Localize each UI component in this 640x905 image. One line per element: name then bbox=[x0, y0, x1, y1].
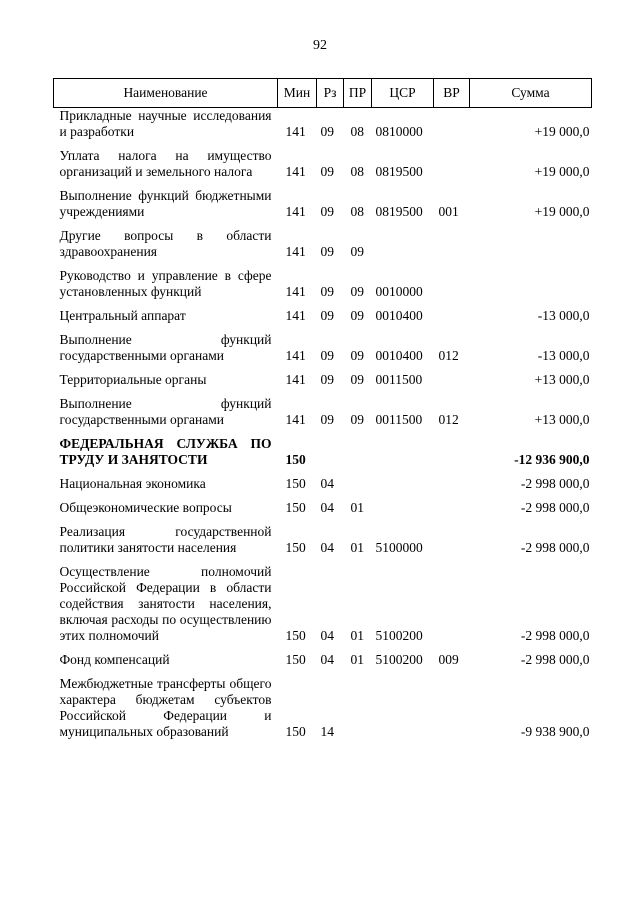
cell-csr: 0011500 bbox=[375, 372, 423, 387]
cell-pr: 01 bbox=[350, 628, 364, 643]
cell-csr: 0011500 bbox=[375, 412, 423, 427]
cell-rz: 09 bbox=[320, 164, 334, 179]
header-pr: ПР bbox=[344, 79, 372, 108]
cell-csr bbox=[372, 468, 434, 492]
cell-vr bbox=[434, 300, 470, 324]
cell-name: Уплата налога на имущество организаций и земельного налога bbox=[59, 148, 272, 179]
cell-name: Центральный аппарат bbox=[59, 308, 186, 323]
cell-min: 150 bbox=[285, 628, 306, 643]
cell-csr: 0819500 bbox=[375, 204, 423, 219]
cell-min: 150 bbox=[285, 500, 306, 515]
cell-sum: -2 998 000,0 bbox=[520, 540, 590, 555]
table-row bbox=[54, 260, 592, 300]
cell-pr bbox=[344, 428, 372, 468]
cell-rz: 09 bbox=[320, 308, 334, 323]
cell-sum bbox=[470, 220, 592, 260]
cell-min: 141 bbox=[285, 244, 306, 259]
header-name: Наименование bbox=[54, 79, 278, 108]
cell-pr: 09 bbox=[350, 348, 364, 363]
cell-name: Общеэкономические вопросы bbox=[59, 500, 232, 515]
header-vr: ВР bbox=[434, 79, 470, 108]
table-row bbox=[54, 492, 592, 516]
cell-vr bbox=[434, 220, 470, 260]
cell-pr: 09 bbox=[350, 372, 364, 387]
cell-pr bbox=[344, 468, 372, 492]
cell-csr bbox=[372, 428, 434, 468]
table-row bbox=[54, 108, 592, 141]
cell-name: Фонд компенсаций bbox=[59, 652, 170, 667]
cell-rz: 09 bbox=[320, 348, 334, 363]
cell-csr: 0010400 bbox=[375, 308, 423, 323]
cell-sum: -2 998 000,0 bbox=[520, 500, 590, 515]
cell-vr bbox=[434, 492, 470, 516]
cell-csr: 0819500 bbox=[375, 164, 423, 179]
cell-csr: 5100200 bbox=[375, 628, 423, 643]
table-row bbox=[54, 140, 592, 180]
table-row bbox=[54, 364, 592, 388]
cell-min: 150 bbox=[285, 724, 306, 739]
cell-pr: 01 bbox=[350, 500, 364, 515]
cell-name: Национальная экономика bbox=[59, 476, 206, 491]
table-row bbox=[54, 668, 592, 740]
cell-pr: 09 bbox=[350, 308, 364, 323]
cell-sum bbox=[470, 260, 592, 300]
header-min: Мин bbox=[278, 79, 317, 108]
table-row bbox=[54, 644, 592, 668]
budget-table-container bbox=[53, 78, 591, 740]
cell-name: Территориальные органы bbox=[59, 372, 207, 387]
cell-vr: 012 bbox=[438, 412, 459, 427]
cell-rz: 04 bbox=[320, 476, 334, 491]
cell-vr bbox=[434, 668, 470, 740]
cell-csr: 0010000 bbox=[375, 284, 423, 299]
cell-min: 150 bbox=[285, 540, 306, 555]
cell-sum: +13 000,0 bbox=[534, 372, 590, 387]
cell-vr bbox=[434, 468, 470, 492]
cell-rz: 09 bbox=[320, 284, 334, 299]
table-row bbox=[54, 300, 592, 324]
cell-sum: -2 998 000,0 bbox=[520, 628, 590, 643]
header-csr: ЦСР bbox=[372, 79, 434, 108]
cell-vr: 001 bbox=[438, 204, 459, 219]
cell-pr bbox=[344, 668, 372, 740]
cell-sum: -12 936 900,0 bbox=[514, 452, 590, 467]
cell-sum: -9 938 900,0 bbox=[520, 724, 590, 739]
cell-sum: +19 000,0 bbox=[534, 124, 590, 139]
cell-min: 141 bbox=[285, 348, 306, 363]
cell-rz: 09 bbox=[320, 412, 334, 427]
page-number: 92 bbox=[313, 38, 327, 53]
cell-min: 150 bbox=[285, 452, 306, 467]
cell-vr: 009 bbox=[438, 652, 459, 667]
cell-sum: -13 000,0 bbox=[537, 348, 590, 363]
cell-csr: 0810000 bbox=[375, 124, 423, 139]
cell-name: Реализация государственной политики занятости населения bbox=[59, 524, 272, 555]
cell-rz: 09 bbox=[320, 204, 334, 219]
cell-rz: 04 bbox=[320, 540, 334, 555]
cell-name: Выполнение функций государственными органами bbox=[59, 396, 272, 427]
cell-min: 141 bbox=[285, 204, 306, 219]
cell-csr: 5100200 bbox=[375, 652, 423, 667]
cell-rz: 04 bbox=[320, 628, 334, 643]
cell-sum: +19 000,0 bbox=[534, 204, 590, 219]
cell-pr: 09 bbox=[350, 284, 364, 299]
cell-pr: 08 bbox=[350, 164, 364, 179]
cell-rz: 14 bbox=[320, 724, 334, 739]
cell-vr bbox=[434, 260, 470, 300]
table-header-row bbox=[54, 79, 592, 108]
table-row bbox=[54, 468, 592, 492]
table-row bbox=[54, 516, 592, 556]
cell-csr bbox=[372, 492, 434, 516]
table-row bbox=[54, 180, 592, 220]
cell-name: Прикладные научные исследования и разработки bbox=[59, 108, 272, 139]
cell-pr: 08 bbox=[350, 124, 364, 139]
cell-name: Выполнение функций государственными органами bbox=[59, 332, 272, 363]
cell-name: Другие вопросы в области здравоохранения bbox=[59, 228, 272, 259]
cell-vr: 012 bbox=[438, 348, 459, 363]
cell-pr: 09 bbox=[350, 412, 364, 427]
cell-vr bbox=[434, 428, 470, 468]
cell-vr bbox=[434, 556, 470, 644]
cell-rz: 04 bbox=[320, 652, 334, 667]
cell-pr: 08 bbox=[350, 204, 364, 219]
cell-vr bbox=[434, 108, 470, 141]
cell-sum: -2 998 000,0 bbox=[520, 652, 590, 667]
cell-sum: +13 000,0 bbox=[534, 412, 590, 427]
cell-min: 150 bbox=[285, 652, 306, 667]
table-row bbox=[54, 220, 592, 260]
cell-min: 150 bbox=[285, 476, 306, 491]
cell-name: Осуществление полномочий Российской Федерации в области содействия занятости населения, включая расходы по осуществлению этих полномочий bbox=[59, 564, 272, 643]
cell-rz: 04 bbox=[320, 500, 334, 515]
cell-name: ФЕДЕРАЛЬНАЯ СЛУЖБА ПО ТРУДУ И ЗАНЯТОСТИ bbox=[59, 436, 272, 467]
cell-sum: -13 000,0 bbox=[537, 308, 590, 323]
cell-name: Выполнение функций бюджетными учреждениями bbox=[59, 188, 272, 219]
cell-pr: 09 bbox=[350, 244, 364, 259]
budget-table bbox=[53, 78, 592, 740]
table-row bbox=[54, 388, 592, 428]
table-row bbox=[54, 556, 592, 644]
cell-name: Руководство и управление в сфере установленных функций bbox=[59, 268, 272, 299]
cell-min: 141 bbox=[285, 412, 306, 427]
cell-rz bbox=[317, 428, 344, 468]
cell-min: 141 bbox=[285, 284, 306, 299]
cell-pr: 01 bbox=[350, 652, 364, 667]
cell-sum: +19 000,0 bbox=[534, 164, 590, 179]
table-row bbox=[54, 324, 592, 364]
cell-name: Межбюджетные трансферты общего характера бюджетам субъектов Российской Федерации и муниципальных образований bbox=[59, 676, 272, 739]
cell-csr bbox=[372, 220, 434, 260]
cell-rz: 09 bbox=[320, 244, 334, 259]
cell-rz: 09 bbox=[320, 124, 334, 139]
cell-vr bbox=[434, 140, 470, 180]
cell-vr bbox=[434, 364, 470, 388]
cell-csr: 0010400 bbox=[375, 348, 423, 363]
cell-vr bbox=[434, 516, 470, 556]
header-sum: Сумма bbox=[470, 79, 592, 108]
table-row bbox=[54, 428, 592, 468]
cell-min: 141 bbox=[285, 164, 306, 179]
cell-min: 141 bbox=[285, 124, 306, 139]
cell-min: 141 bbox=[285, 372, 306, 387]
cell-pr: 01 bbox=[350, 540, 364, 555]
cell-csr: 5100000 bbox=[375, 540, 423, 555]
cell-csr bbox=[372, 668, 434, 740]
header-rz: Рз bbox=[317, 79, 344, 108]
cell-min: 141 bbox=[285, 308, 306, 323]
cell-rz: 09 bbox=[320, 372, 334, 387]
cell-sum: -2 998 000,0 bbox=[520, 476, 590, 491]
